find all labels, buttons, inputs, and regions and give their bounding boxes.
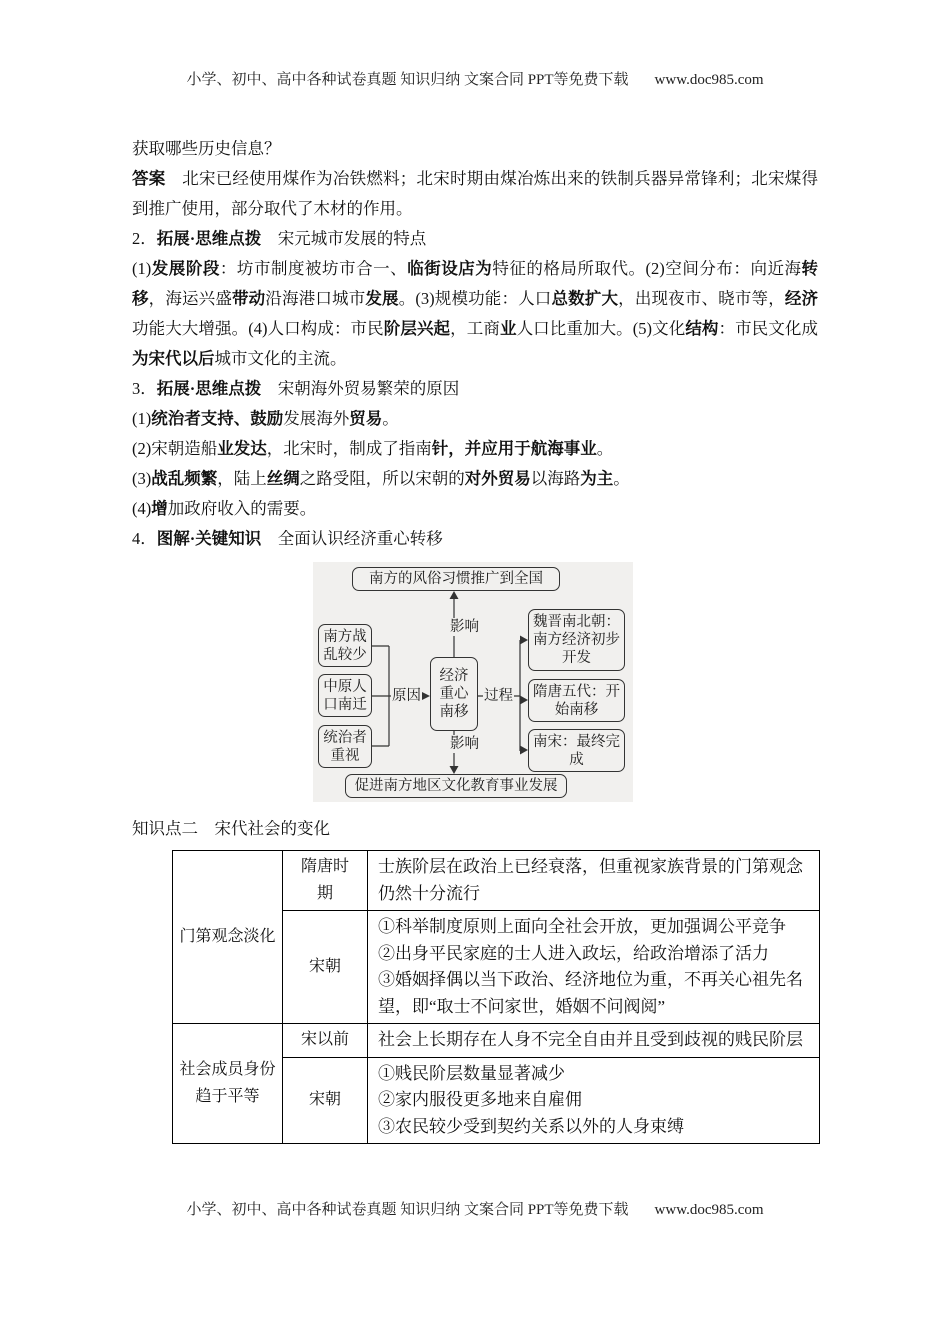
para-trade-reason-2: (2)宋朝造船业发达，北宋时，制成了指南针，并应用于航海事业。 [132,439,614,458]
footer-site-text: 小学、初中、高中各种试卷真题 知识归纳 文案合同 PPT等免费下载 [186,1202,629,1218]
para-city-development: (1)发展阶段：坊市制度被坊市合一、临街设店为特征的格局所取代。(2)空间分布：向近海转移，海运兴盛带动沿海港口城市发展。(3)规模功能：人口总数扩大，出现夜市、晓市等，经济功能大大增强。(4)人口构成：市民阶层兴起，工商业人口比重加大。(5)文化结构：市民文化成为宋代以后城市文化的主流。 [132,259,819,368]
table-row [173,1024,820,1058]
table-line: ③婚姻择偶以当下政治、经济地位为重，不再关心祖先名望，即“取士不问家世，婚姻不问阀阅” [378,970,803,1016]
table-cell-category-1: 门第观念淡化 [173,851,283,1024]
diagram-bottom-box: 促进南方地区文化教育事业发展 [345,774,567,798]
table-cell-content-1 [368,851,820,911]
table-cell-period-4: 宋朝 [283,1057,368,1144]
economic-shift-diagram [313,562,633,802]
main-content [132,134,818,1144]
page-footer [0,1198,950,1219]
table-line: 士族阶层在政治上已经衰落，但重视家族背景的门第观念仍然十分流行 [378,857,803,903]
para-question: 获取哪些历史信息？ [132,139,281,158]
diagram-label-effect-bottom: 影响 [450,736,479,752]
table-cell-period-2: 宋朝 [283,911,368,1024]
heading-expand-2: 2．拓展·思维点拨 宋元城市发展的特点 [132,229,427,248]
diagram-top-box: 南方的风俗习惯推广到全国 [352,567,560,591]
table-cell-content-3 [368,1024,820,1058]
header-site-link[interactable]: www.doc985.com [654,72,764,88]
para-trade-reason-3: (3)战乱频繁，陆上丝绸之路受阻，所以宋朝的对外贸易以海路为主。 [132,469,630,488]
table-row [173,851,820,911]
diagram-left-box-1: 南方战乱较少 [318,624,372,667]
table-line: 社会上长期存在人身不完全自由并且受到歧视的贱民阶层 [378,1030,803,1049]
table-cell-category-2: 社会成员身份趋于平等 [173,1024,283,1144]
knowledge-point-2-title: 知识点二 宋代社会的变化 [132,819,330,838]
diagram-left-box-2: 中原人口南迁 [318,674,372,717]
table-line: ②家内服役更多地来自雇佣 [378,1090,582,1109]
diagram-center-box: 经济重心南移 [430,657,478,731]
para-answer: 答案 北宋已经使用煤作为冶铁燃料；北宋时期由煤冶炼出来的铁制兵器异常锋利；北宋煤得到推广使用，部分取代了木材的作用。 [132,169,819,218]
diagram-right-box-3: 南宋：最终完成 [528,729,625,772]
heading-diagram-4: 4．图解·关键知识 全面认识经济重心转移 [132,529,443,548]
diagram-right-box-2: 隋唐五代：开始南移 [528,679,625,722]
heading-expand-3: 3．拓展·思维点拨 宋朝海外贸易繁荣的原因 [132,379,460,398]
table-cell-content-4 [368,1057,820,1144]
page-header [0,68,950,89]
table-line: ③农民较少受到契约关系以外的人身束缚 [378,1116,684,1136]
table-cell-period-3: 宋以前 [283,1024,368,1058]
diagram-left-box-3: 统治者重视 [318,725,372,768]
para-trade-reason-1: (1)统治者支持、鼓励发展海外贸易。 [132,409,399,428]
social-change-table [172,850,820,1144]
diagram-right-box-1: 魏晋南北朝：南方经济初步开发 [528,609,625,671]
table-cell-content-2 [368,911,820,1024]
footer-site-link[interactable]: www.doc985.com [654,1202,764,1218]
table-line: ①贱民阶层数量显著减少 [378,1063,565,1083]
header-site-text: 小学、初中、高中各种试卷真题 知识归纳 文案合同 PPT等免费下载 [186,72,629,88]
diagram-label-cause: 原因 [392,688,421,704]
para-trade-reason-4: (4)增加政府收入的需要。 [132,499,317,518]
diagram-label-process: 过程 [484,688,513,704]
table-line: ②出身平民家庭的士人进入政坛，给政治增添了活力 [378,943,769,963]
table-cell-period-1: 隋唐时期 [283,851,368,911]
diagram-label-effect-top: 影响 [450,619,479,635]
table-line: ①科举制度原则上面向全社会开放，更加强调公平竞争 [378,917,786,936]
